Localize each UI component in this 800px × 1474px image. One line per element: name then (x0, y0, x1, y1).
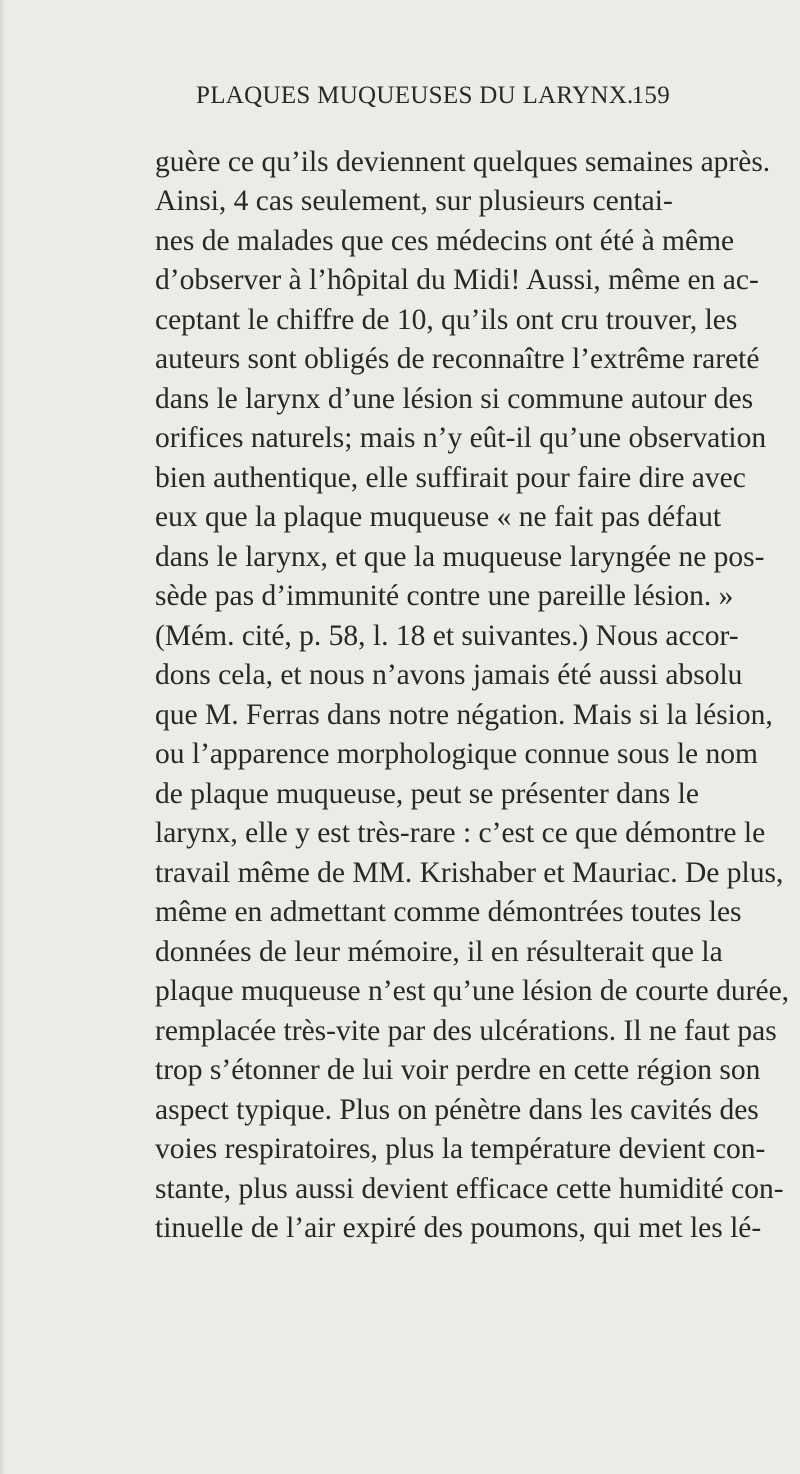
text-line: dans le larynx, et que la muqueuse laryngée ne pos- (155, 541, 765, 573)
text-line: plaque muqueuse n’est qu’une lésion de courte durée, (155, 975, 790, 1007)
text-line: même en admettant comme démontrées toutes les (155, 896, 742, 928)
text-line: nes de malades que ces médecins ont été à même (155, 225, 735, 257)
page-header (196, 82, 670, 122)
text-line: travail même de MM. Krishaber et Mauriac. De plus, (155, 857, 784, 889)
text-line: sède pas d’immunité contre une pareille lésion. » (155, 580, 734, 612)
text-line: larynx, elle y est très-rare : c’est ce que démontre le (155, 817, 766, 849)
text-line: auteurs sont obligés de reconnaître l’extrême rareté (155, 343, 760, 375)
text-line: aspect typique. Plus on pénètre dans les cavités des (155, 1094, 759, 1126)
text-line: tinuelle de l’air expiré des poumons, qui met les lé- (155, 1212, 762, 1244)
text-line: (Mém. cité, p. 58, l. 18 et suivantes.) Nous accor- (155, 620, 739, 652)
text-line: bien authentique, elle suffirait pour faire dire avec (155, 462, 746, 494)
text-line: dons cela, et nous n’avons jamais été aussi absolu (155, 659, 743, 691)
text-line: ou l’apparence morphologique connue sous le nom (155, 738, 758, 770)
page-number: 159 (631, 82, 670, 109)
text-line: dans le larynx d’une lésion si commune autour des (155, 383, 754, 415)
text-line: Ainsi, 4 cas seulement, sur plusieurs centai- (155, 185, 673, 217)
text-line: eux que la plaque muqueuse « ne fait pas défaut (155, 501, 722, 533)
text-line: trop s’étonner de lui voir perdre en cette région son (155, 1054, 761, 1086)
text-line: que M. Ferras dans notre négation. Mais si la lésion, (155, 699, 773, 731)
page-edge-shadow (0, 0, 6, 1474)
text-line: stante, plus aussi devient efficace cette humidité con- (155, 1173, 784, 1205)
text-line: remplacée très-vite par des ulcérations. Il ne faut pas (155, 1015, 777, 1047)
text-line: d’observer à l’hôpital du Midi! Aussi, même en ac- (155, 264, 759, 296)
text-line: de plaque muqueuse, peut se présenter dans le (155, 778, 699, 810)
text-line: ceptant le chiffre de 10, qu’ils ont cru trouver, les (155, 304, 738, 336)
text-line: données de leur mémoire, il en résulterait que la (155, 936, 723, 968)
running-head: PLAQUES MUQUEUSES DU LARYNX. (196, 82, 634, 109)
text-line: guère ce qu’ils deviennent quelques semaines après. (155, 146, 771, 178)
text-line: orifices naturels; mais n’y eût-il qu’une observation (155, 422, 767, 454)
text-line: voies respiratoires, plus la température devient con- (155, 1133, 766, 1165)
